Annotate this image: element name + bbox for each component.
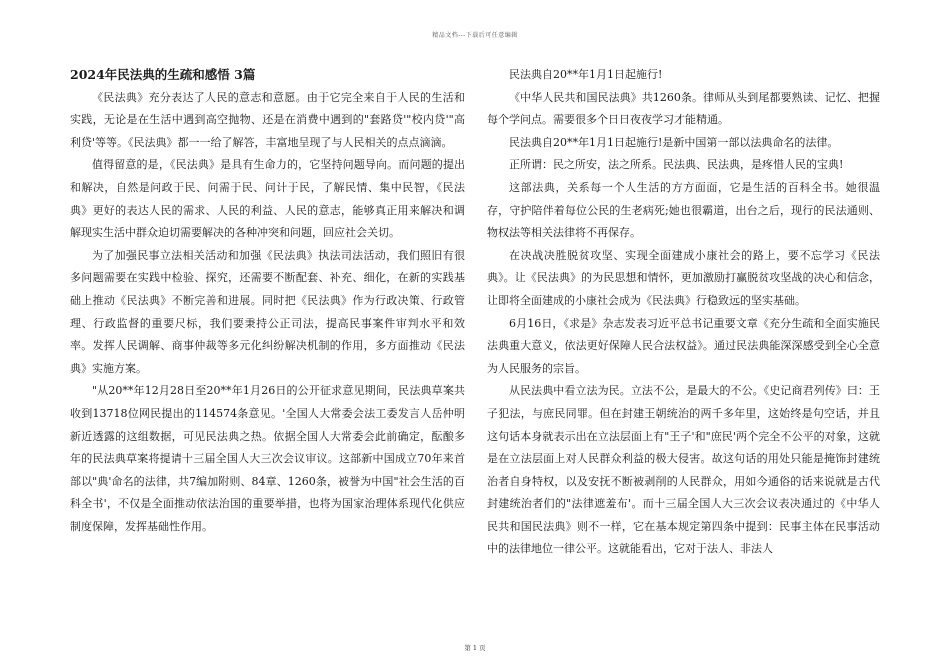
header-note: 精品文档---下载后可任意编辑 xyxy=(432,32,518,39)
right-paragraph: 6月16日，《求是》杂志发表习近平总书记重要文章《充分生疏和全面实施民法典重大意义，依法更好保障人民合法权益》。通过民法典能深深感受到全心全意为人民服务的宗旨。 xyxy=(487,316,880,375)
right-paragraph: 民法典自20**年1月1日起施行! xyxy=(509,68,663,81)
left-column xyxy=(70,64,465,538)
right-paragraph: 这部法典，关系每一个人生活的方方面面，它是生活的百科全书。她很温存，守护陪伴着每位公民的生老病死;她也很霸道，出台之后，现行的民法通则、物权法等相关法律将不再保存。 xyxy=(487,180,880,240)
right-paragraph: 《中华人民共和国民法典》共1260条。律师从头到尾都要熟读、记忆、把握每个学问点。需要很多个日日夜夜学习才能精通。 xyxy=(487,90,880,127)
right-paragraph: 从民法典中看立法为民。立法不公，是最大的不公。《史记商君列传》曰：王子犯法，与庶民同罪。但在封建王朝统治的两千多年里，这始终是句空话，并且这句话本身就表示出在立法层面上有"王子'和"庶民'两个完全不公平的对象，这就是在立法层面上对人民群众利益的极大侵害。故这句话的用处只能是掩饰封建统治者自身特权，以及安抚不断被剥削的人民群众，用如今通俗的话来说就是古代封建统治者们的"法律遮羞布'。而十三届全国人大三次会议表决通过的《中华人民共和国民法典》则不一样，它在基本规定第四条中提到：民事主体在民事活动中的法律地位一律公平。这就能看出，它对于法人、非法人 xyxy=(487,384,880,556)
right-column xyxy=(487,64,880,561)
left-paragraph: 值得留意的是，《民法典》是具有生命力的，它坚持问题导向。而问题的提出和解决，自然是问政于民、问需于民、问计于民，了解民情、集中民智，《民法典》更好的表达人民的需求、人民的利益、人民的意志，能够真正用来解决和调解现实生活中群众迫切需要解决的各种冲突和问题，回应社会关切。 xyxy=(70,158,465,240)
document-title: 2024年民法典的生疏和感悟 3篇 xyxy=(70,67,256,82)
left-paragraph: 为了加强民事立法相关活动和加强《民法典》执法司法活动，我们照旧有很多问题需要在实践中检验、探究，还需要不断配套、补充、细化，在新的实践基础上推动《民法典》不断完善和进展。同时把《民法典》作为行政决策、行政管理、行政监督的重要尺标，我们要秉持公正司法，提高民事案件审判水平和效率。发挥人民调解、商事仲裁等多元化纠纷解决机制的作用，多方面推动《民法典》实施方案。 xyxy=(70,248,465,375)
left-paragraph: "从20**年12月28日至20**年1月26日的公开征求意见期间，民法典草案共收到13718位网民提出的114574条意见。'全国人大常委会法工委发言人岳仲明新近透露的这组数据，可见民法典之热。依据全国人大常委会此前确定，酝酿多年的民法典草案将提请十三届全国人大三次会议审议。这部新中国成立70年来首部以"典'命名的法律，共7编加附则、84章、1260条，被誉为中国"社会生活的百科全书'，不仅是全面推动依法治国的重要举措，也将为国家治理体系现代化供应制度保障，发挥基础性作用。 xyxy=(70,384,465,533)
right-paragraph: 民法典自20**年1月1日起施行!是新中国第一部以法典命名的法律。 xyxy=(509,135,839,149)
right-paragraph: 在决战决胜脱贫攻坚、实现全面建成小康社会的路上，要不忘学习《民法典》。让《民法典》的为民思想和情怀，更加激励打赢脱贫攻坚战的决心和信念，让即将全面建成的小康社会成为《民法典》行稳致远的坚实基础。 xyxy=(487,248,880,307)
right-paragraph: 正所谓：民之所安，法之所系。民法典、民法典，是疼惜人民的宝典! xyxy=(509,158,844,172)
left-paragraph: 《民法典》充分表达了人民的意志和意愿。由于它完全来自于人民的生活和实践，无论是在生活中遇到高空抛物、还是在消费中遇到的"套路贷'"校内贷'"高利贷'等等。《民法典》都一一给了解答，丰富地呈现了与人民相关的点点滴滴。 xyxy=(70,90,465,149)
page-number: 第 1 页 xyxy=(464,644,486,652)
